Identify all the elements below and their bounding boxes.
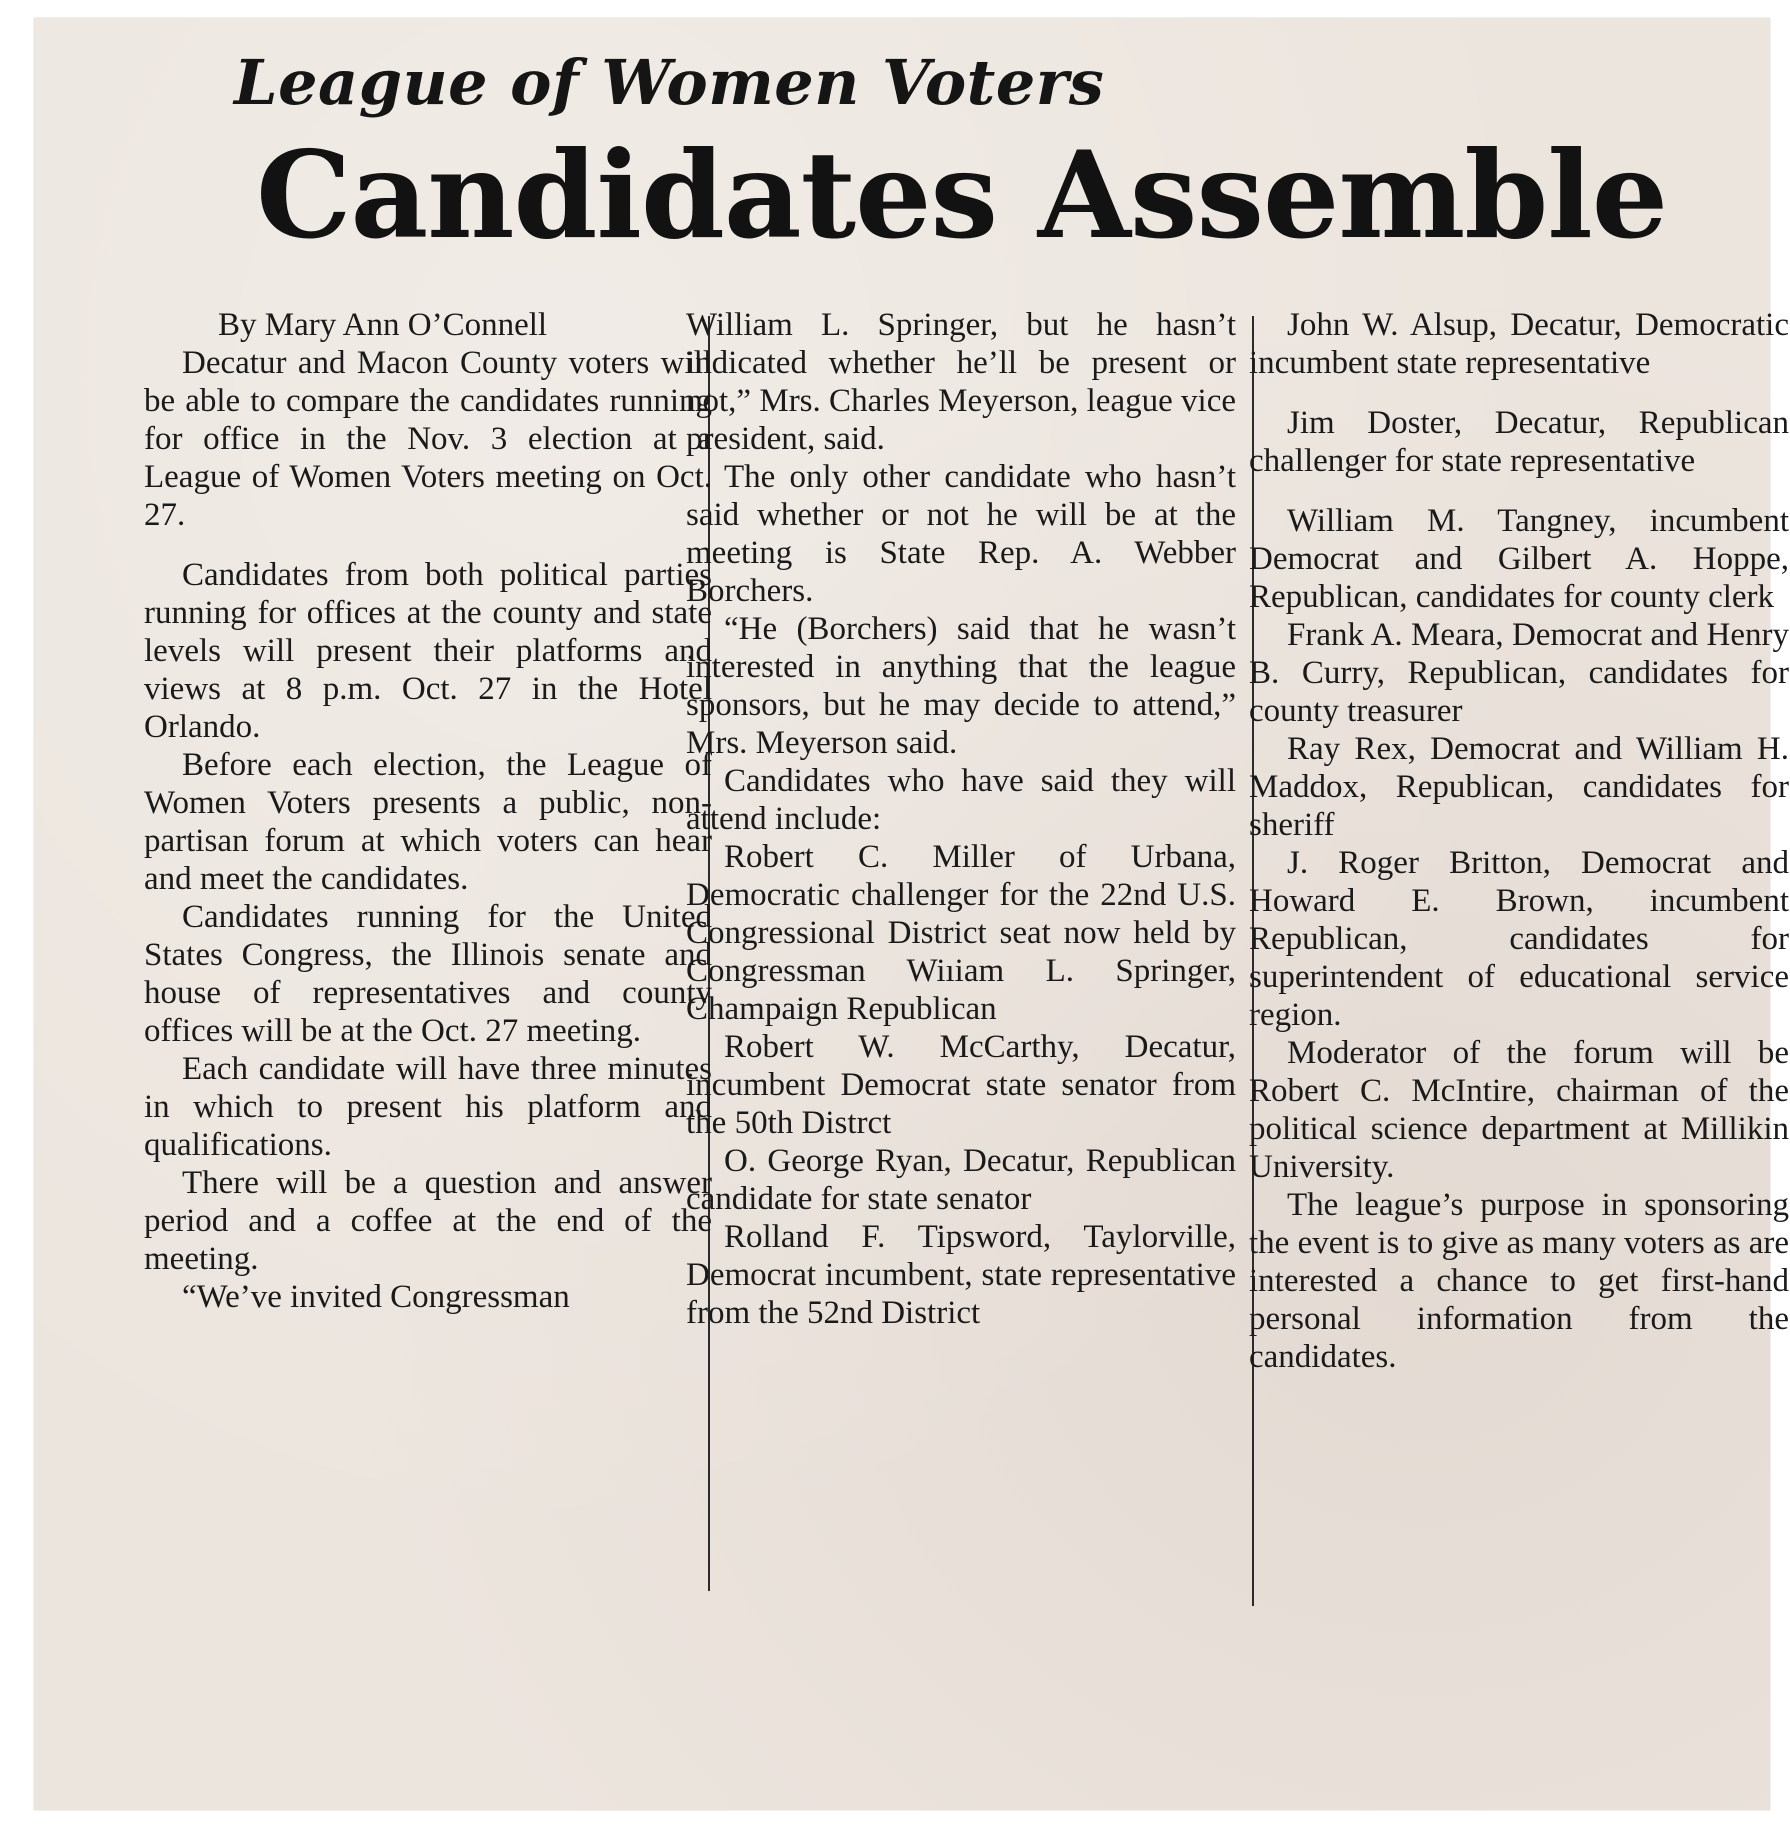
headline: Candidates Assemble (256, 125, 1668, 266)
paragraph: Before each election, the League of Women Voters presents a public, non-partisan forum at which voters can hear and meet the candidates. (144, 747, 712, 897)
article-column-3 (1249, 306, 1789, 1376)
paragraph: The only other candidate who hasn’t said whether or not he will be at the meeting is State Rep. A. Webber Borchers. (686, 459, 1236, 609)
paragraph: Each candidate will have three minutes in which to present his platform and qualifications. (144, 1051, 712, 1163)
paragraph: Decatur and Macon County voters will be able to compare the candidates running for office in the Nov. 3 election at a League of Women Voters meeting on Oct. 27. (144, 345, 712, 533)
paragraph: Candidates from both political parties running for offices at the county and state levels will present their platforms and views at 8 p.m. Oct. 27 in the Hotel Orlando. (144, 557, 712, 745)
candidate-entry: O. George Ryan, Decatur, Republican candidate for state senator (686, 1143, 1236, 1217)
kicker-heading: League of Women Voters (234, 46, 1105, 119)
article-column-1 (144, 306, 712, 1316)
candidate-entry: Robert C. Miller of Urbana, Democratic challenger for the 22nd U.S. Congressional District seat now held by Congressman Wiıiam L. Springer, Champaign Republican (686, 839, 1236, 1027)
candidate-entry: J. Roger Britton, Democrat and Howard E. Brown, incumbent Republican, candidates for superintendent of educational service region. (1249, 845, 1789, 1033)
paragraph: Candidates who have said they will attend include: (686, 763, 1236, 837)
paragraph: There will be a question and answer period and a coffee at the end of the meeting. (144, 1165, 712, 1277)
paragraph: “We’ve invited Congressman (182, 1279, 570, 1315)
candidate-entry: Robert W. McCarthy, Decatur, incumbent Democrat state senator from the 50th Distrct (686, 1029, 1236, 1141)
candidate-entry: John W. Alsup, Decatur, Democratic incumbent state representative (1249, 307, 1789, 381)
candidate-entry: William M. Tangney, incumbent Democrat and Gilbert A. Hoppe, Republican, candidates for county clerk (1249, 503, 1789, 615)
paragraph: “He (Borchers) said that he wasn’t interested in anything that the league sponsors, but he may decide to attend,” Mrs. Meyerson said. (686, 611, 1236, 761)
paragraph: Candidates running for the United States Congress, the Illinois senate and house of representatives and county offices will be at the Oct. 27 meeting. (144, 899, 712, 1049)
candidate-entry: Ray Rex, Democrat and William H. Maddox, Republican, candidates for sheriff (1249, 731, 1789, 843)
newspaper-clipping (34, 18, 1789, 1810)
candidate-entry: Frank A. Meara, Democrat and Henry B. Curry, Republican, candidates for county treasurer (1249, 617, 1789, 729)
paragraph: Moderator of the forum will be Robert C. McIntire, chairman of the political science department at Millikin University. (1249, 1035, 1789, 1185)
byline: By Mary Ann O’Connell (218, 307, 548, 343)
paragraph: The league’s purpose in sponsoring the event is to give as many voters as are interested a chance to get first-hand personal information from the candidates. (1249, 1187, 1789, 1375)
paragraph: William L. Springer, but he hasn’t indicated whether he’ll be present or not,” Mrs. Charles Meyerson, league vice president, said. (686, 307, 1236, 457)
candidate-entry: Jim Doster, Decatur, Republican challenger for state representative (1249, 405, 1789, 479)
article-column-2 (686, 306, 1236, 1332)
candidate-entry: Rolland F. Tipsword, Taylorville, Democrat incumbent, state representative from the 52nd District (686, 1219, 1236, 1331)
